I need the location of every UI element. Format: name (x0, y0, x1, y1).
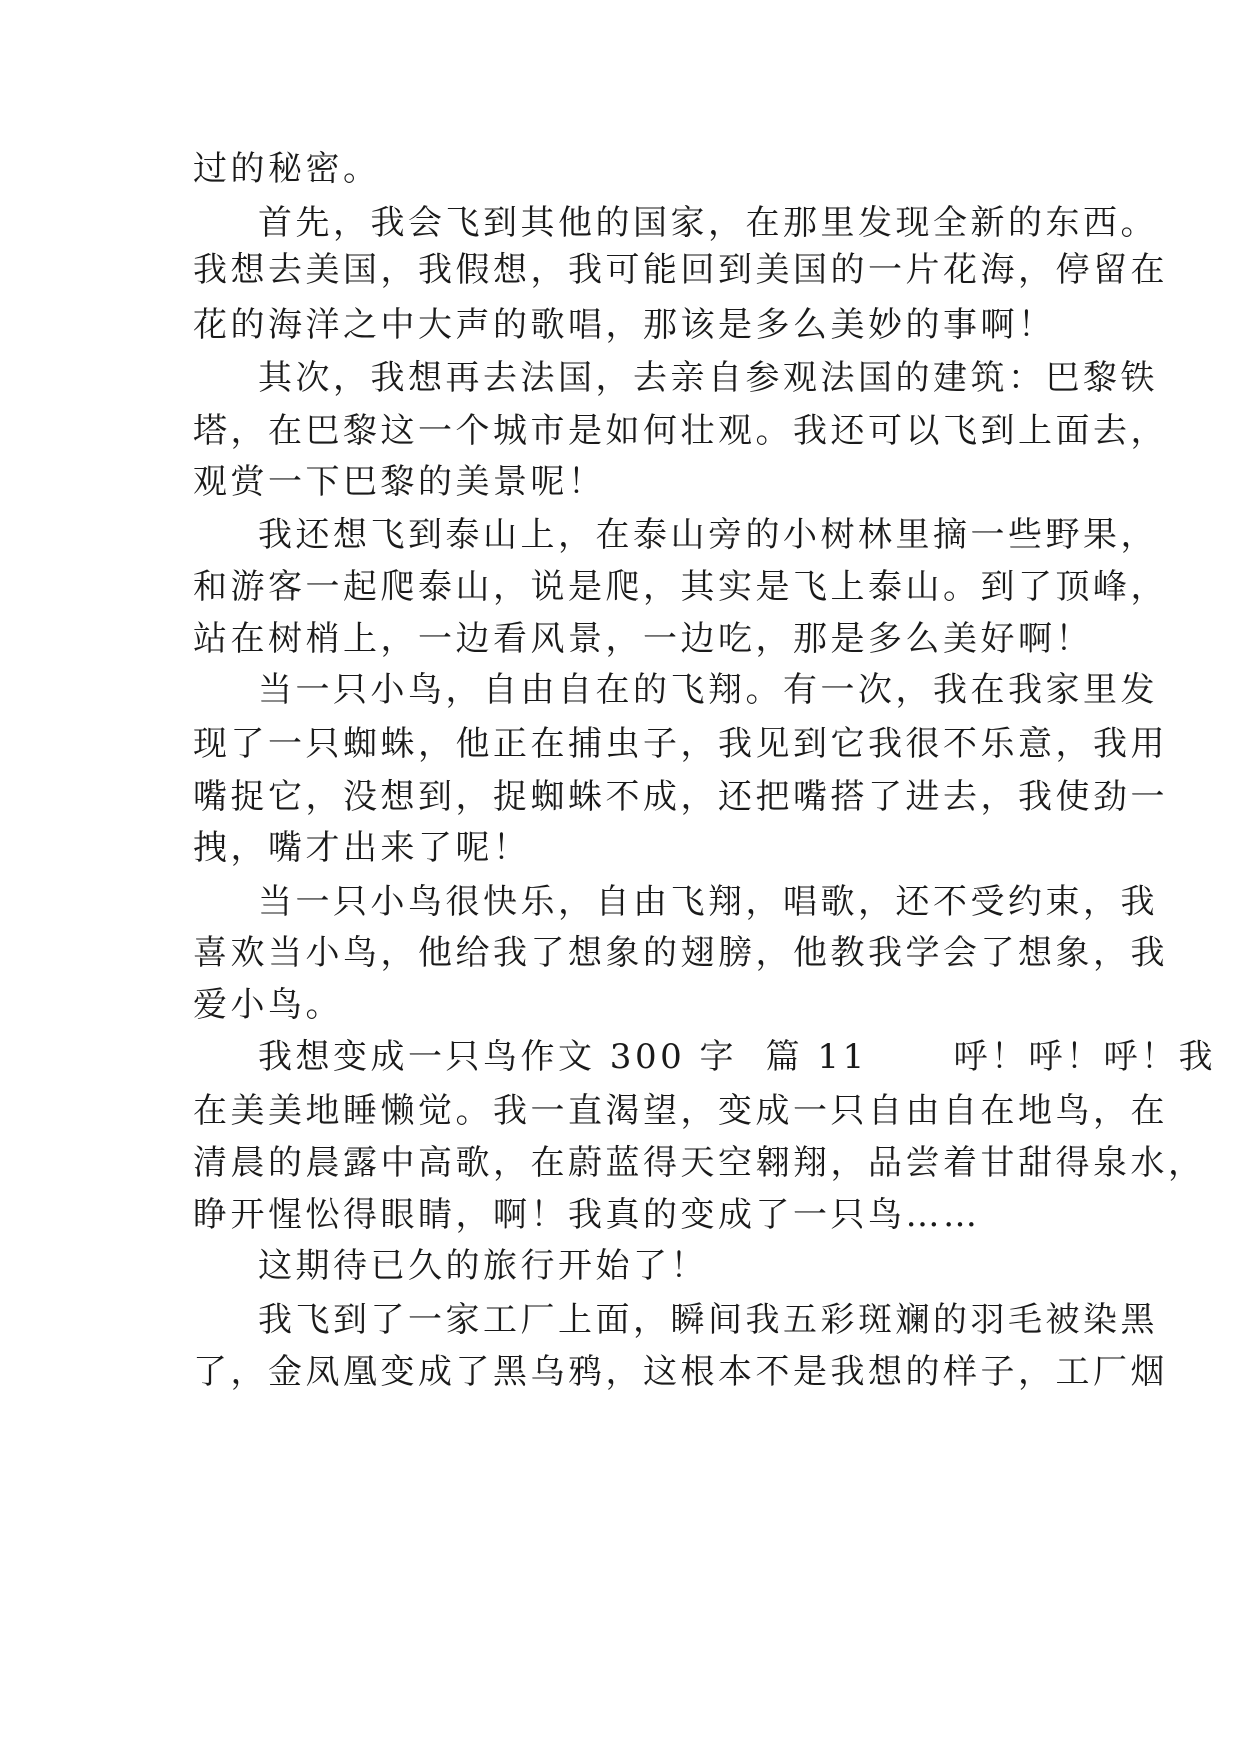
text-line: 现了一只蜘蛛，他正在捕虫子，我见到它我很不乐意，我用 (193, 724, 1168, 764)
text-line: 站在树梢上，一边看风景，一边吃，那是多么美好啊！ (193, 619, 1093, 659)
text-line: 我还想飞到泰山上，在泰山旁的小树林里摘一些野果， (258, 515, 1158, 555)
text-line: 我想变成一只鸟作文 300 字 篇 11 呼！呼！呼！我 (258, 1037, 1217, 1077)
text-line: 花的海洋之中大声的歌唱，那该是多么美妙的事啊！ (193, 305, 1056, 345)
text-line: 当一只小鸟，自由自在的飞翔。有一次，我在我家里发 (258, 670, 1158, 710)
text-line: 喜欢当小鸟，他给我了想象的翅膀，他教我学会了想象，我 (193, 933, 1168, 973)
text-line: 塔，在巴黎这一个城市是如何壮观。我还可以飞到上面去， (193, 411, 1168, 451)
text-line: 在美美地睡懒觉。我一直渴望，变成一只自由自在地鸟，在 (193, 1091, 1168, 1131)
text-line: 其次，我想再去法国，去亲自参观法国的建筑：巴黎铁 (258, 358, 1158, 398)
text-line: 这期待已久的旅行开始了！ (258, 1246, 708, 1286)
text-line: 首先，我会飞到其他的国家，在那里发现全新的东西。 (258, 203, 1158, 243)
text-line: 爱小鸟。 (193, 985, 343, 1025)
text-line: 我飞到了一家工厂上面，瞬间我五彩斑斓的羽毛被染黑 (258, 1300, 1158, 1340)
text-line: 和游客一起爬泰山，说是爬，其实是飞上泰山。到了顶峰， (193, 567, 1168, 607)
text-line: 拽，嘴才出来了呢！ (193, 828, 531, 868)
text-line: 睁开惺忪得眼睛，啊！我真的变成了一只鸟…… (193, 1195, 981, 1235)
text-line: 我想去美国，我假想，我可能回到美国的一片花海，停留在 (193, 250, 1168, 290)
text-line: 了，金凤凰变成了黑乌鸦，这根本不是我想的样子，工厂烟 (193, 1352, 1168, 1392)
text-line: 当一只小鸟很快乐，自由飞翔，唱歌，还不受约束，我 (258, 882, 1158, 922)
text-line: 清晨的晨露中高歌，在蔚蓝得天空翱翔，品尝着甘甜得泉水， (193, 1143, 1206, 1183)
text-line: 嘴捉它，没想到，捉蜘蛛不成，还把嘴搭了进去，我使劲一 (193, 777, 1168, 817)
text-line: 观赏一下巴黎的美景呢！ (193, 462, 606, 502)
text-line: 过的秘密。 (193, 149, 381, 189)
